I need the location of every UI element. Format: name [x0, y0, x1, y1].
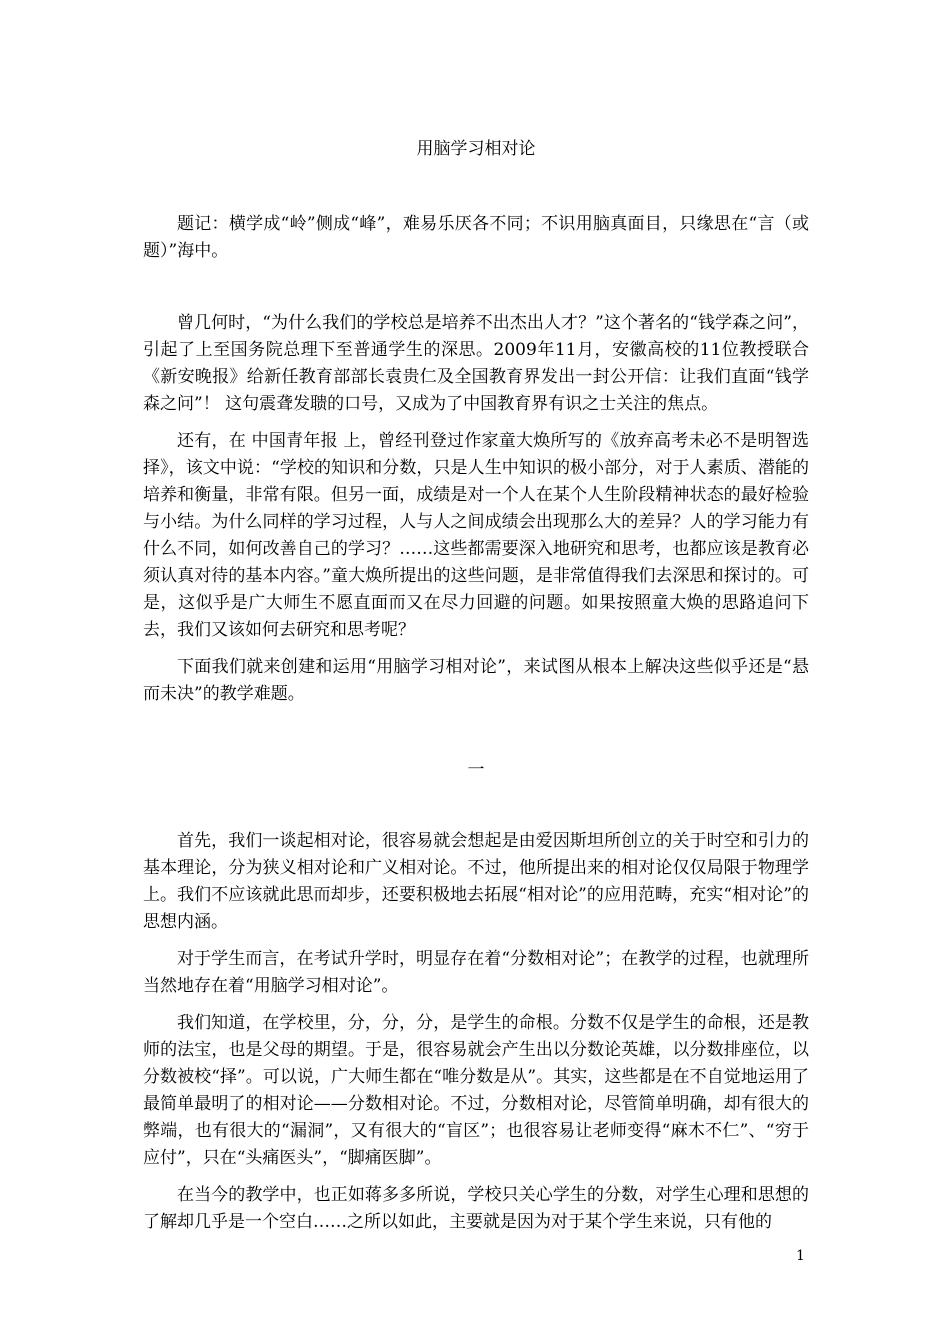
section-heading: 一	[467, 760, 485, 780]
epigraph: 题记：横学成“岭”侧成“峰”，难易乐厌各不同；不识用脑真面目，只缘思在“言（或题）”海中。	[143, 214, 809, 261]
paragraph: 下面我们就来创建和运用“用脑学习相对论”，来试图从根本上解决这些似乎还是“悬而未决”的教学难题。	[143, 657, 809, 704]
section-one-body	[143, 828, 809, 1246]
paragraph: 曾几何时，“为什么我们的学校总是培养不出杰出人才？”这个著名的“钱学森之问”，引起了上至国务院总理下至普通学生的深思。2009年11月，安徽高校的11位教授联合《新安晚报》给新任教育部部长袁贵仁及全国教育界发出一封公开信：让我们直面“钱学森之问”！ 这句震聋发聩的口号，又成为了中国教育界有识之士关注的焦点。	[143, 313, 809, 414]
paragraph: 还有，在 中国青年报 上，曾经刊登过作家童大焕所写的《放弃高考未必不是明智选择》，该文中说：“学校的知识和分数，只是人生中知识的极小部分，对于人素质、潜能的培养和衡量，非常有限。但另一面，成绩是对一个人在某个人生阶段精神状态的最好检验与小结。为什么同样的学习过程，人与人之间成绩会出现那么大的差异？人的学习能力有什么不同，如何改善自己的学习？……这些都需要深入地研究和思考，也都应该是教育必须认真对待的基本内容。”童大焕所提出的这些问题，是非常值得我们去深思和探讨的。可是，这似乎是广大师生不愿直面而又在尽力回避的问题。如果按照童大焕的思路追问下去，我们又该如何去研究和思考呢？	[143, 431, 809, 640]
epigraph-block	[143, 211, 809, 275]
paragraph: 对于学生而言，在考试升学时，明显存在着“分数相对论”；在教学的过程，也就理所当然地存在着“用脑学习相对论”。	[143, 949, 809, 996]
paragraph: 首先，我们一谈起相对论，很容易就会想起是由爱因斯坦所创立的关于时空和引力的基本理论，分为狭义相对论和广义相对论。不过，他所提出来的相对论仅仅局限于物理学上。我们不应该就此思而却步，还要积极地去拓展“相对论”的应用范畴，充实“相对论”的思想内涵。	[143, 831, 809, 932]
paragraph: 在当今的教学中，也正如蒋多多所说，学校只关心学生的分数，对学生心理和思想的了解却几乎是一个空白……之所以如此，主要就是因为对于某个学生来说，只有他的	[143, 1185, 809, 1232]
paragraph: 我们知道，在学校里，分，分，分，是学生的命根。分数不仅是学生的命根，还是教师的法宝，也是父母的期望。于是，很容易就会产生出以分数论英雄，以分数排座位，以分数被校“择”。可以说，广大师生都在“唯分数是从”。其实，这些都是在不自觉地运用了最简单最明了的相对论——分数相对论。不过，分数相对论，尽管简单明确，却有很大的弊端，也有很大的“漏洞”，又有很大的“盲区”；也很容易让老师变得“麻木不仁”、“穷于应付”，只在“头痛医头”，“脚痛医脚”。	[143, 1013, 809, 1168]
document-title: 用脑学习相对论	[416, 139, 536, 159]
intro-section	[143, 310, 809, 718]
page-number: 1	[796, 1248, 805, 1264]
